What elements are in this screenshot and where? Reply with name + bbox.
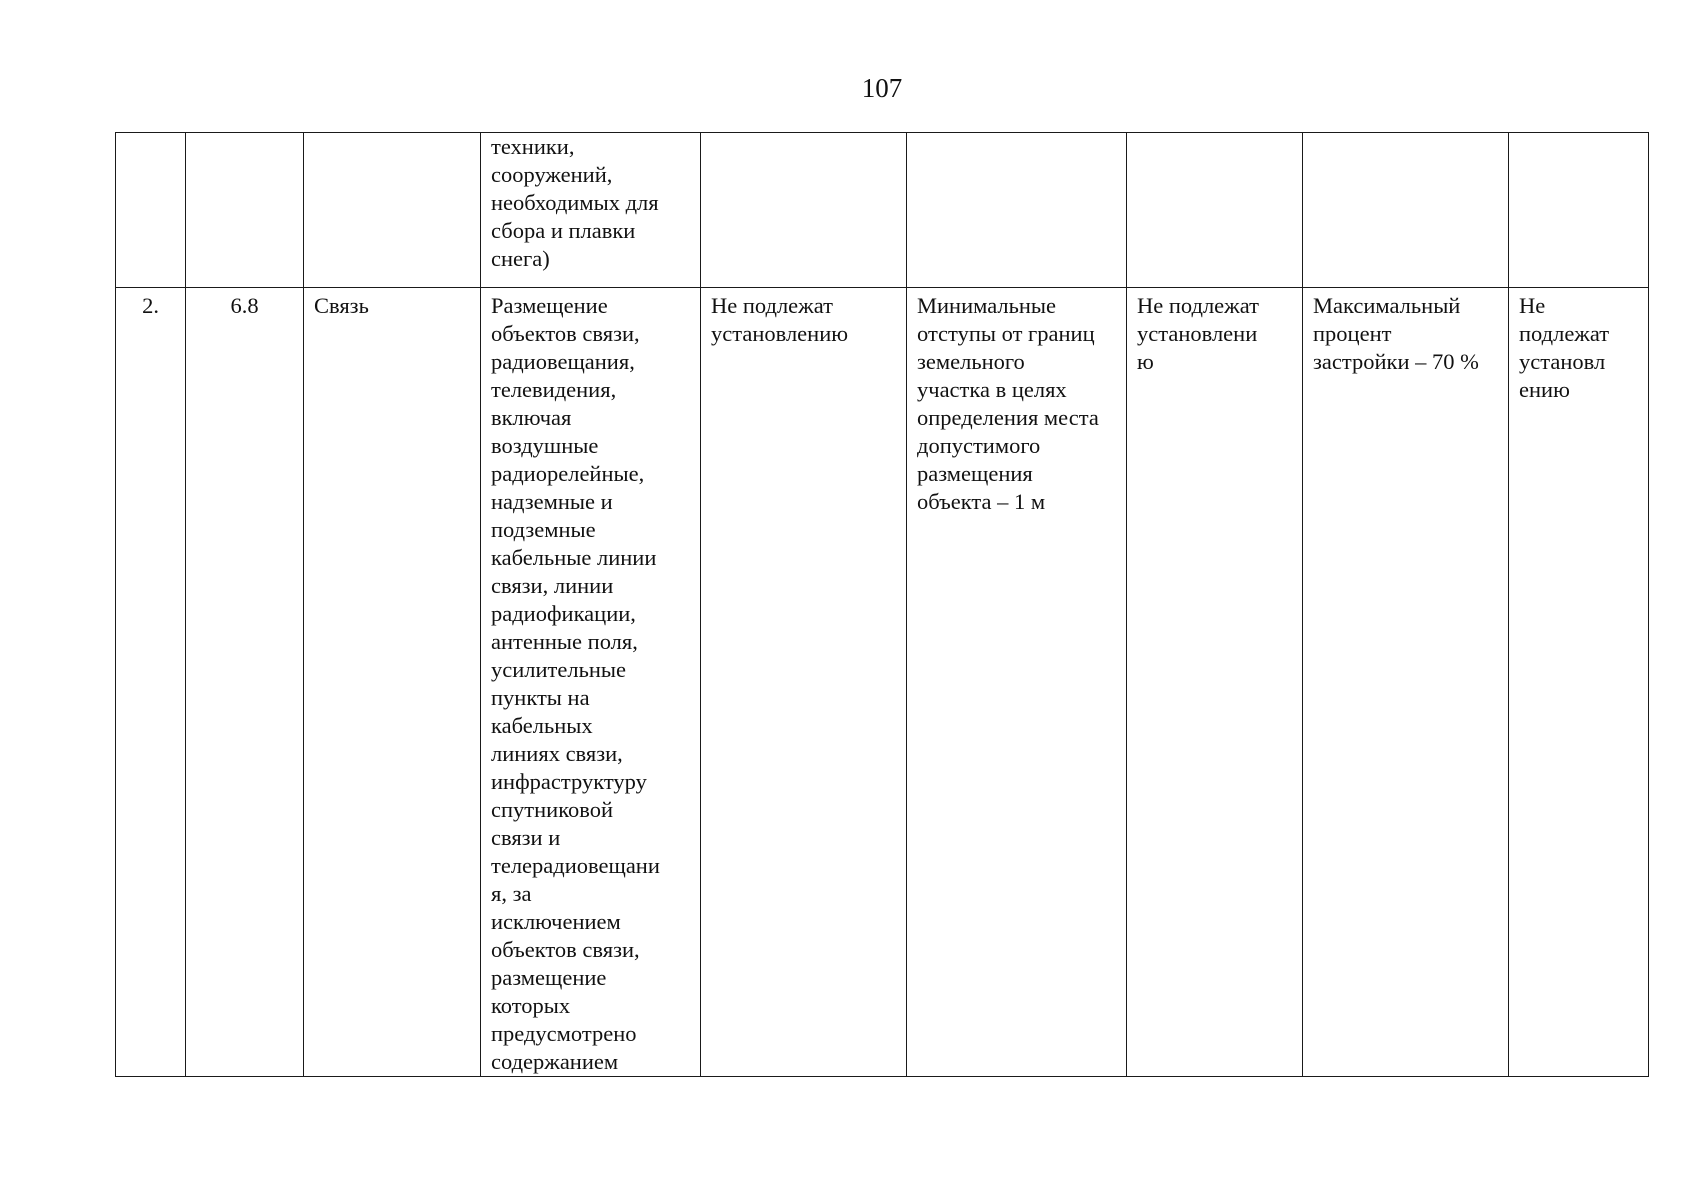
cell-code: [186, 133, 304, 288]
cell-code: 6.8: [186, 288, 304, 1077]
cell-use-name: Связь: [304, 288, 481, 1077]
cell-use-name: [304, 133, 481, 288]
cell-parameter-3: Не подлежат установлени ю: [1127, 288, 1303, 1077]
cell-parameter-5: Не подлежат установл ению: [1509, 288, 1649, 1077]
cell-parameter-4: [1303, 133, 1509, 288]
cell-parameter-2: Минимальные отступы от границ земельного участка в целях определения места допустимого размещения объекта – 1 м: [907, 288, 1127, 1077]
regulations-table: [115, 132, 1649, 1077]
cell-use-description: Размещение объектов связи, радиовещания, телевидения, включая воздушные радиорелейные, надземные и подземные кабельные линии связи, линии радиофикации, антенные поля, усилительные пункты на кабельных линиях связи, инфраструктуру спутниковой связи и телерадиовещани я, за исключением объектов связи, размещение которых предусмотрено содержанием: [481, 288, 701, 1077]
cell-number: [116, 133, 186, 288]
cell-parameter-4: Максимальный процент застройки – 70 %: [1303, 288, 1509, 1077]
table-row: [116, 288, 1649, 1077]
table-row: [116, 133, 1649, 288]
cell-use-description: техники, сооружений, необходимых для сбора и плавки снега): [481, 133, 701, 288]
cell-number: 2.: [116, 288, 186, 1077]
cell-parameter-3: [1127, 133, 1303, 288]
cell-parameter-2: [907, 133, 1127, 288]
cell-parameter-1: [701, 133, 907, 288]
page-number: 107: [861, 73, 903, 103]
cell-parameter-5: [1509, 133, 1649, 288]
cell-parameter-1: Не подлежат установлению: [701, 288, 907, 1077]
